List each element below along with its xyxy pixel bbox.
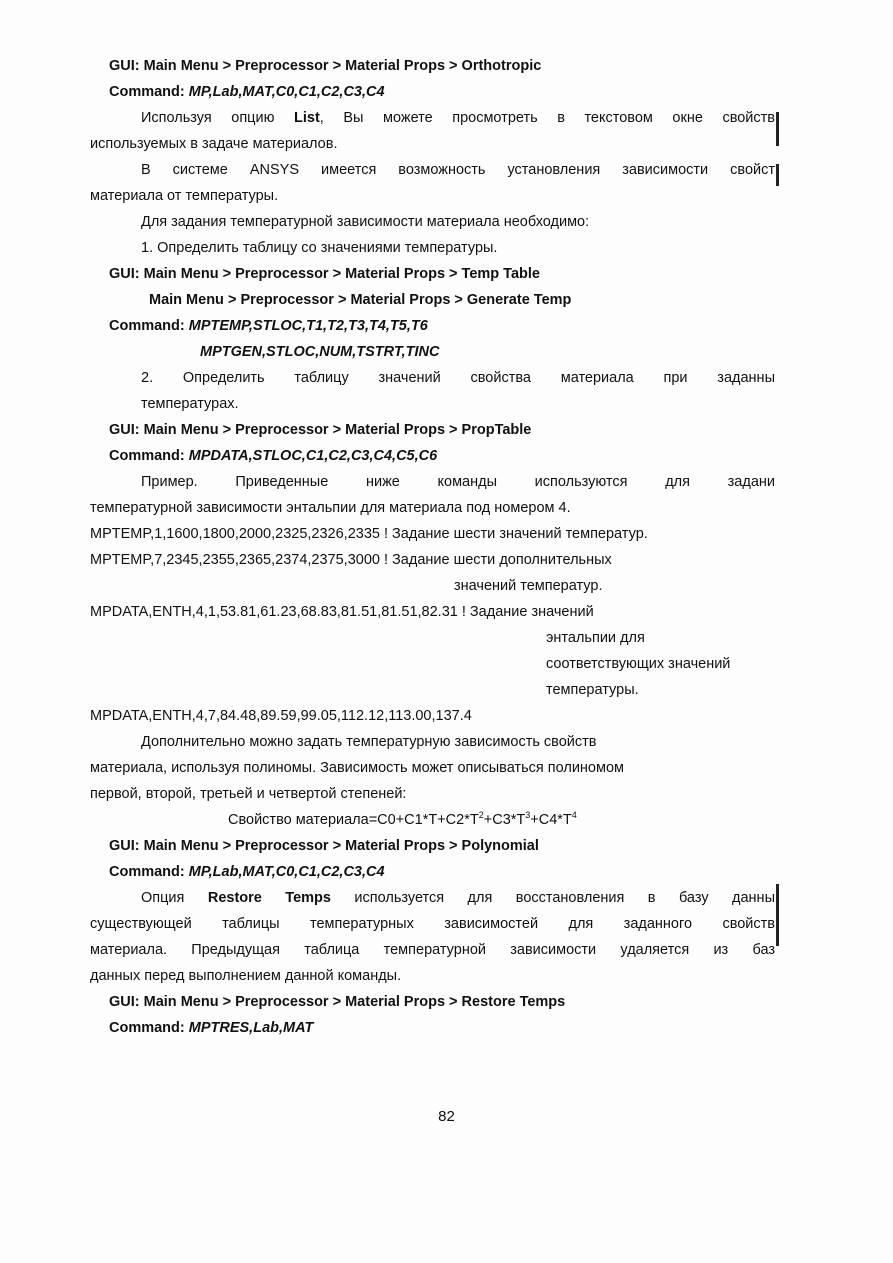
code-comment: соответствующих значений bbox=[546, 656, 731, 672]
list-item: 2. Определить таблицу значений свойства материала при заданны bbox=[141, 370, 775, 386]
scan-edge-mark bbox=[776, 884, 779, 946]
gui-path: Main Menu > Preprocessor > Material Props > Temp Table bbox=[143, 266, 540, 282]
command-line-mp bbox=[109, 82, 385, 102]
gui-label: GUI: bbox=[109, 994, 140, 1010]
paragraph-line: данных перед выполнением данной команды. bbox=[90, 968, 402, 984]
list-item: 1. Определить таблицу со значениями температуры. bbox=[141, 240, 498, 256]
code-line: MPTEMP,1,1600,1800,2000,2325,2326,2335 ! Задание шести значений температур. bbox=[90, 526, 648, 542]
gui-label: GUI: bbox=[109, 58, 140, 74]
option-name: Restore Temps bbox=[207, 890, 331, 906]
page-number: 82 bbox=[438, 1108, 455, 1125]
gui-label: GUI: bbox=[109, 266, 140, 282]
code-line: MPTEMP,7,2345,2355,2365,2374,2375,3000 ! Задание шести дополнительных bbox=[90, 552, 612, 568]
command-line-mptres bbox=[109, 1018, 313, 1038]
code-comment: энтальпии для bbox=[546, 630, 645, 646]
paragraph-line bbox=[141, 888, 775, 908]
option-name: List bbox=[294, 110, 320, 126]
paragraph-line: Для задания температурной зависимости материала необходимо: bbox=[141, 214, 590, 230]
gui-line-proptable bbox=[109, 420, 531, 440]
formula-part: Свойство материала=C0+C1*T+C2*T bbox=[228, 812, 479, 828]
command-label: Command: bbox=[109, 1020, 185, 1036]
paragraph-line: температурной зависимости энтальпии для материала под номером 4. bbox=[90, 500, 571, 516]
code-line: MPDATA,ENTH,4,1,53.81,61.23,68.83,81.51,81.51,82.31 ! Задание значений bbox=[90, 604, 594, 620]
command-text: MP,Lab,MAT,C0,C1,C2,C3,C4 bbox=[188, 864, 385, 880]
text-span: , Вы можете просмотреть в текстовом окне свойств bbox=[319, 110, 775, 126]
command-label: Command: bbox=[109, 448, 185, 464]
formula bbox=[228, 810, 577, 830]
gui-path: Main Menu > Preprocessor > Material Props > Polynomial bbox=[143, 838, 539, 854]
paragraph-line: Дополнительно можно задать температурную зависимость свойств bbox=[141, 734, 597, 750]
command-line-mp-poly bbox=[109, 862, 385, 882]
paragraph-line: используемых в задаче материалов. bbox=[90, 136, 338, 152]
text-span: Используя опцию bbox=[141, 110, 294, 126]
command-label: Command: bbox=[109, 318, 185, 334]
code-comment: температуры. bbox=[546, 682, 639, 698]
command-line-mptemp bbox=[109, 316, 428, 336]
command-text: MPTRES,Lab,MAT bbox=[188, 1020, 314, 1036]
paragraph-line: материала от температуры. bbox=[90, 188, 279, 204]
formula-part: +C4*T bbox=[530, 812, 572, 828]
paragraph-line: материала. Предыдущая таблица температурной зависимости удаляется из баз bbox=[90, 942, 775, 958]
gui-line-temp-table bbox=[109, 264, 540, 284]
code-comment: значений температур. bbox=[454, 578, 603, 594]
gui-line-orthotropic bbox=[109, 56, 541, 76]
paragraph-line: первой, второй, третьей и четвертой степеней: bbox=[90, 786, 407, 802]
command-label: Command: bbox=[109, 84, 185, 100]
paragraph-line: Пример. Приведенные ниже команды используются для задани bbox=[141, 474, 775, 490]
scan-edge-mark bbox=[776, 164, 779, 186]
scan-edge-mark bbox=[776, 112, 779, 146]
gui-label: GUI: bbox=[109, 422, 140, 438]
command-text-mptgen: MPTGEN,STLOC,NUM,TSTRT,TINC bbox=[200, 344, 440, 360]
formula-part: +C3*T bbox=[483, 812, 526, 828]
list-item-continuation: температурах. bbox=[141, 396, 239, 412]
paragraph-line: материала, используя полиномы. Зависимость может описываться полиномом bbox=[90, 760, 624, 776]
formula-exponent: 3 bbox=[525, 810, 531, 820]
text-span: Опция bbox=[141, 890, 208, 906]
gui-line-polynomial bbox=[109, 836, 539, 856]
gui-label: GUI: bbox=[109, 838, 140, 854]
text-span: используется для восстановления в базу данны bbox=[330, 890, 775, 906]
formula-exponent: 2 bbox=[478, 810, 484, 820]
paragraph-line: В системе ANSYS имеется возможность установления зависимости свойст bbox=[141, 162, 775, 178]
gui-path-generate-temp: Main Menu > Preprocessor > Material Props > Generate Temp bbox=[149, 292, 572, 308]
command-text: MPTEMP,STLOC,T1,T2,T3,T4,T5,T6 bbox=[188, 318, 428, 334]
paragraph-line bbox=[141, 108, 775, 128]
paragraph-line: существующей таблицы температурных зависимостей для заданного свойств bbox=[90, 916, 775, 932]
gui-path: Main Menu > Preprocessor > Material Props > Restore Temps bbox=[143, 994, 566, 1010]
command-text: MPDATA,STLOC,C1,C2,C3,C4,C5,C6 bbox=[188, 448, 438, 464]
command-label: Command: bbox=[109, 864, 185, 880]
command-line-mpdata bbox=[109, 446, 437, 466]
formula-exponent: 4 bbox=[571, 810, 577, 820]
gui-path: Main Menu > Preprocessor > Material Props > PropTable bbox=[143, 422, 532, 438]
gui-path: Main Menu > Preprocessor > Material Props > Orthotropic bbox=[143, 58, 542, 74]
code-line: MPDATA,ENTH,4,7,84.48,89.59,99.05,112.12,113.00,137.4 bbox=[90, 708, 472, 724]
gui-line-restore-temps bbox=[109, 992, 565, 1012]
command-text: MP,Lab,MAT,C0,C1,C2,C3,C4 bbox=[188, 84, 385, 100]
